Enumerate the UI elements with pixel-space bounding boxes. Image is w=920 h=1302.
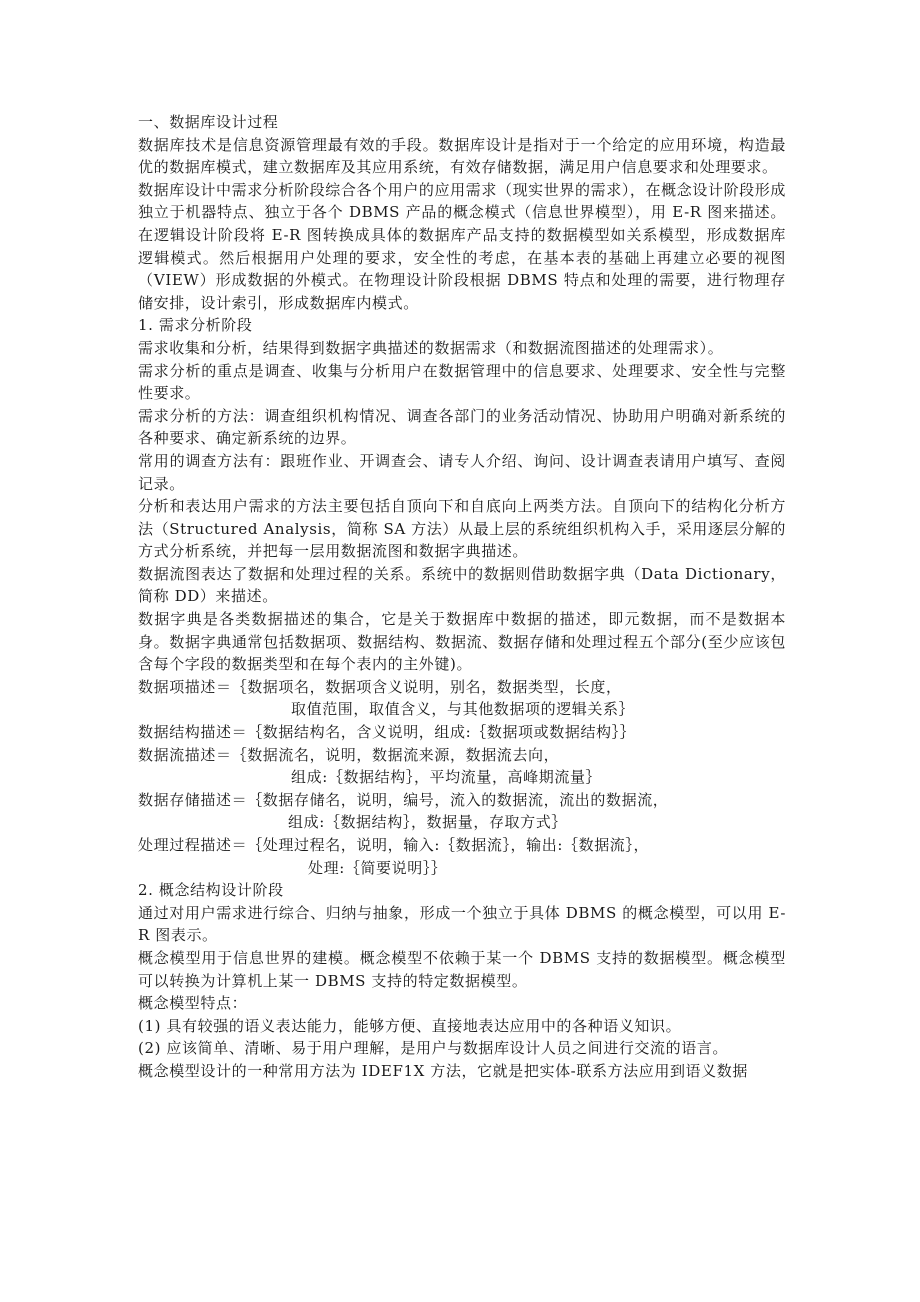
paragraph: (1) 具有较强的语义表达能力，能够方便、直接地表达应用中的各种语义知识。 xyxy=(138,1016,682,1035)
dd-proc-line-1: 处理过程描述＝｛处理过程名，说明，输入:｛数据流｝，输出:｛数据流｝， xyxy=(138,836,650,854)
dd-flow-line-2: 组成:｛数据结构｝，平均流量，高峰期流量｝ xyxy=(291,768,602,787)
dd-proc-line-2: 处理:｛简要说明｝｝ xyxy=(308,858,447,877)
paragraph: 需求分析的方法：调查组织机构情况、调查各部门的业务活动情况、协助用户明确对新系统的各种要求、确定新系统的边界。 xyxy=(138,406,786,448)
dd-item-line-1: 数据项描述＝｛数据项名，数据项含义说明，别名，数据类型，长度， xyxy=(138,677,622,696)
paragraph: 概念模型用于信息世界的建模。概念模型不依赖于某一个 DBMS 支持的数据模型。概念模型可以转换为计算机上某一 DBMS 支持的特定数据模型。 xyxy=(138,948,786,990)
section-heading-requirements: 1. 需求分析阶段 xyxy=(138,316,253,335)
paragraph: 通过对用户需求进行综合、归纳与抽象，形成一个独立于具体 DBMS 的概念模型，可以用 E-R 图表示。 xyxy=(138,903,786,945)
paragraph: 概念模型设计的一种常用方法为 IDEF1X 方法，它就是把实体-联系方法应用到语义数据 xyxy=(138,1061,748,1080)
paragraph: 分析和表达用户需求的方法主要包括自顶向下和自底向上两类方法。自顶向下的结构化分析方法（Structured Analysis，简称 SA 方法）从最上层的系统组织机构入手，采用逐层分解的方式分析系统，并把每一层用数据流图和数据字典描述。 xyxy=(138,497,786,561)
dd-store-line-2: 组成:｛数据结构｝，数据量，存取方式｝ xyxy=(288,813,567,832)
paragraph: 概念模型特点： xyxy=(138,994,248,1013)
paragraph: (2) 应该简单、清晰、易于用户理解，是用户与数据库设计人员之间进行交流的语言。 xyxy=(138,1039,729,1058)
dd-struct-line: 数据结构描述＝｛数据结构名，含义说明，组成:｛数据项或数据结构｝｝ xyxy=(138,723,636,742)
paragraph: 数据流图表达了数据和处理过程的关系。系统中的数据则借助数据字典（Data Dictionary，简称 DD）来描述。 xyxy=(138,564,786,606)
dd-flow-line-1: 数据流描述＝｛数据流名，说明，数据流来源，数据流去向， xyxy=(138,745,560,764)
paragraph: 数据字典是各类数据描述的集合，它是关于数据库中数据的描述，即元数据，而不是数据本身。数据字典通常包括数据项、数据结构、数据流、数据存储和处理过程五个部分(至少应该包含每个字段的数据类型和在每个表内的主外键)。 xyxy=(138,610,786,674)
document-page xyxy=(138,111,786,1083)
dd-store-line-1: 数据存储描述＝｛数据存储名，说明，编号，流入的数据流，流出的数据流， xyxy=(138,790,669,809)
paragraph: 需求分析的重点是调查、收集与分析用户在数据管理中的信息要求、处理要求、安全性与完整性要求。 xyxy=(138,361,786,403)
section-heading-conceptual: 2. 概念结构设计阶段 xyxy=(138,881,284,900)
heading-database-design-process: 一、数据库设计过程 xyxy=(138,113,279,131)
paragraph: 需求收集和分析，结果得到数据字典描述的数据需求（和数据流图描述的处理需求）。 xyxy=(138,338,724,357)
paragraph: 数据库技术是信息资源管理最有效的手段。数据库设计是指对于一个给定的应用环境，构造最优的数据库模式，建立数据库及其应用系统，有效存储数据，满足用户信息要求和处理要求。 xyxy=(138,135,786,177)
paragraph: 数据库设计中需求分析阶段综合各个用户的应用需求（现实世界的需求），在概念设计阶段形成独立于机器特点、独立于各个 DBMS 产品的概念模式（信息世界模型），用 E-R 图来描述。在逻辑设计阶段将 E-R 图转换成具体的数据库产品支持的数据模型如关系模型，形成数据库逻辑模式。然后根据用户处理的要求，安全性的考虑，在基本表的基础上再建立必要的视图（VIEW）形成数据的外模式。在物理设计阶段根据 DBMS 特点和处理的需要，进行物理存储安排，设计索引，形成数据库内模式。 xyxy=(138,180,786,312)
paragraph: 常用的调查方法有：跟班作业、开调查会、请专人介绍、询问、设计调查表请用户填写、查阅记录。 xyxy=(138,451,786,493)
dd-item-line-2: 取值范围，取值含义，与其他数据项的逻辑关系｝ xyxy=(291,700,635,719)
